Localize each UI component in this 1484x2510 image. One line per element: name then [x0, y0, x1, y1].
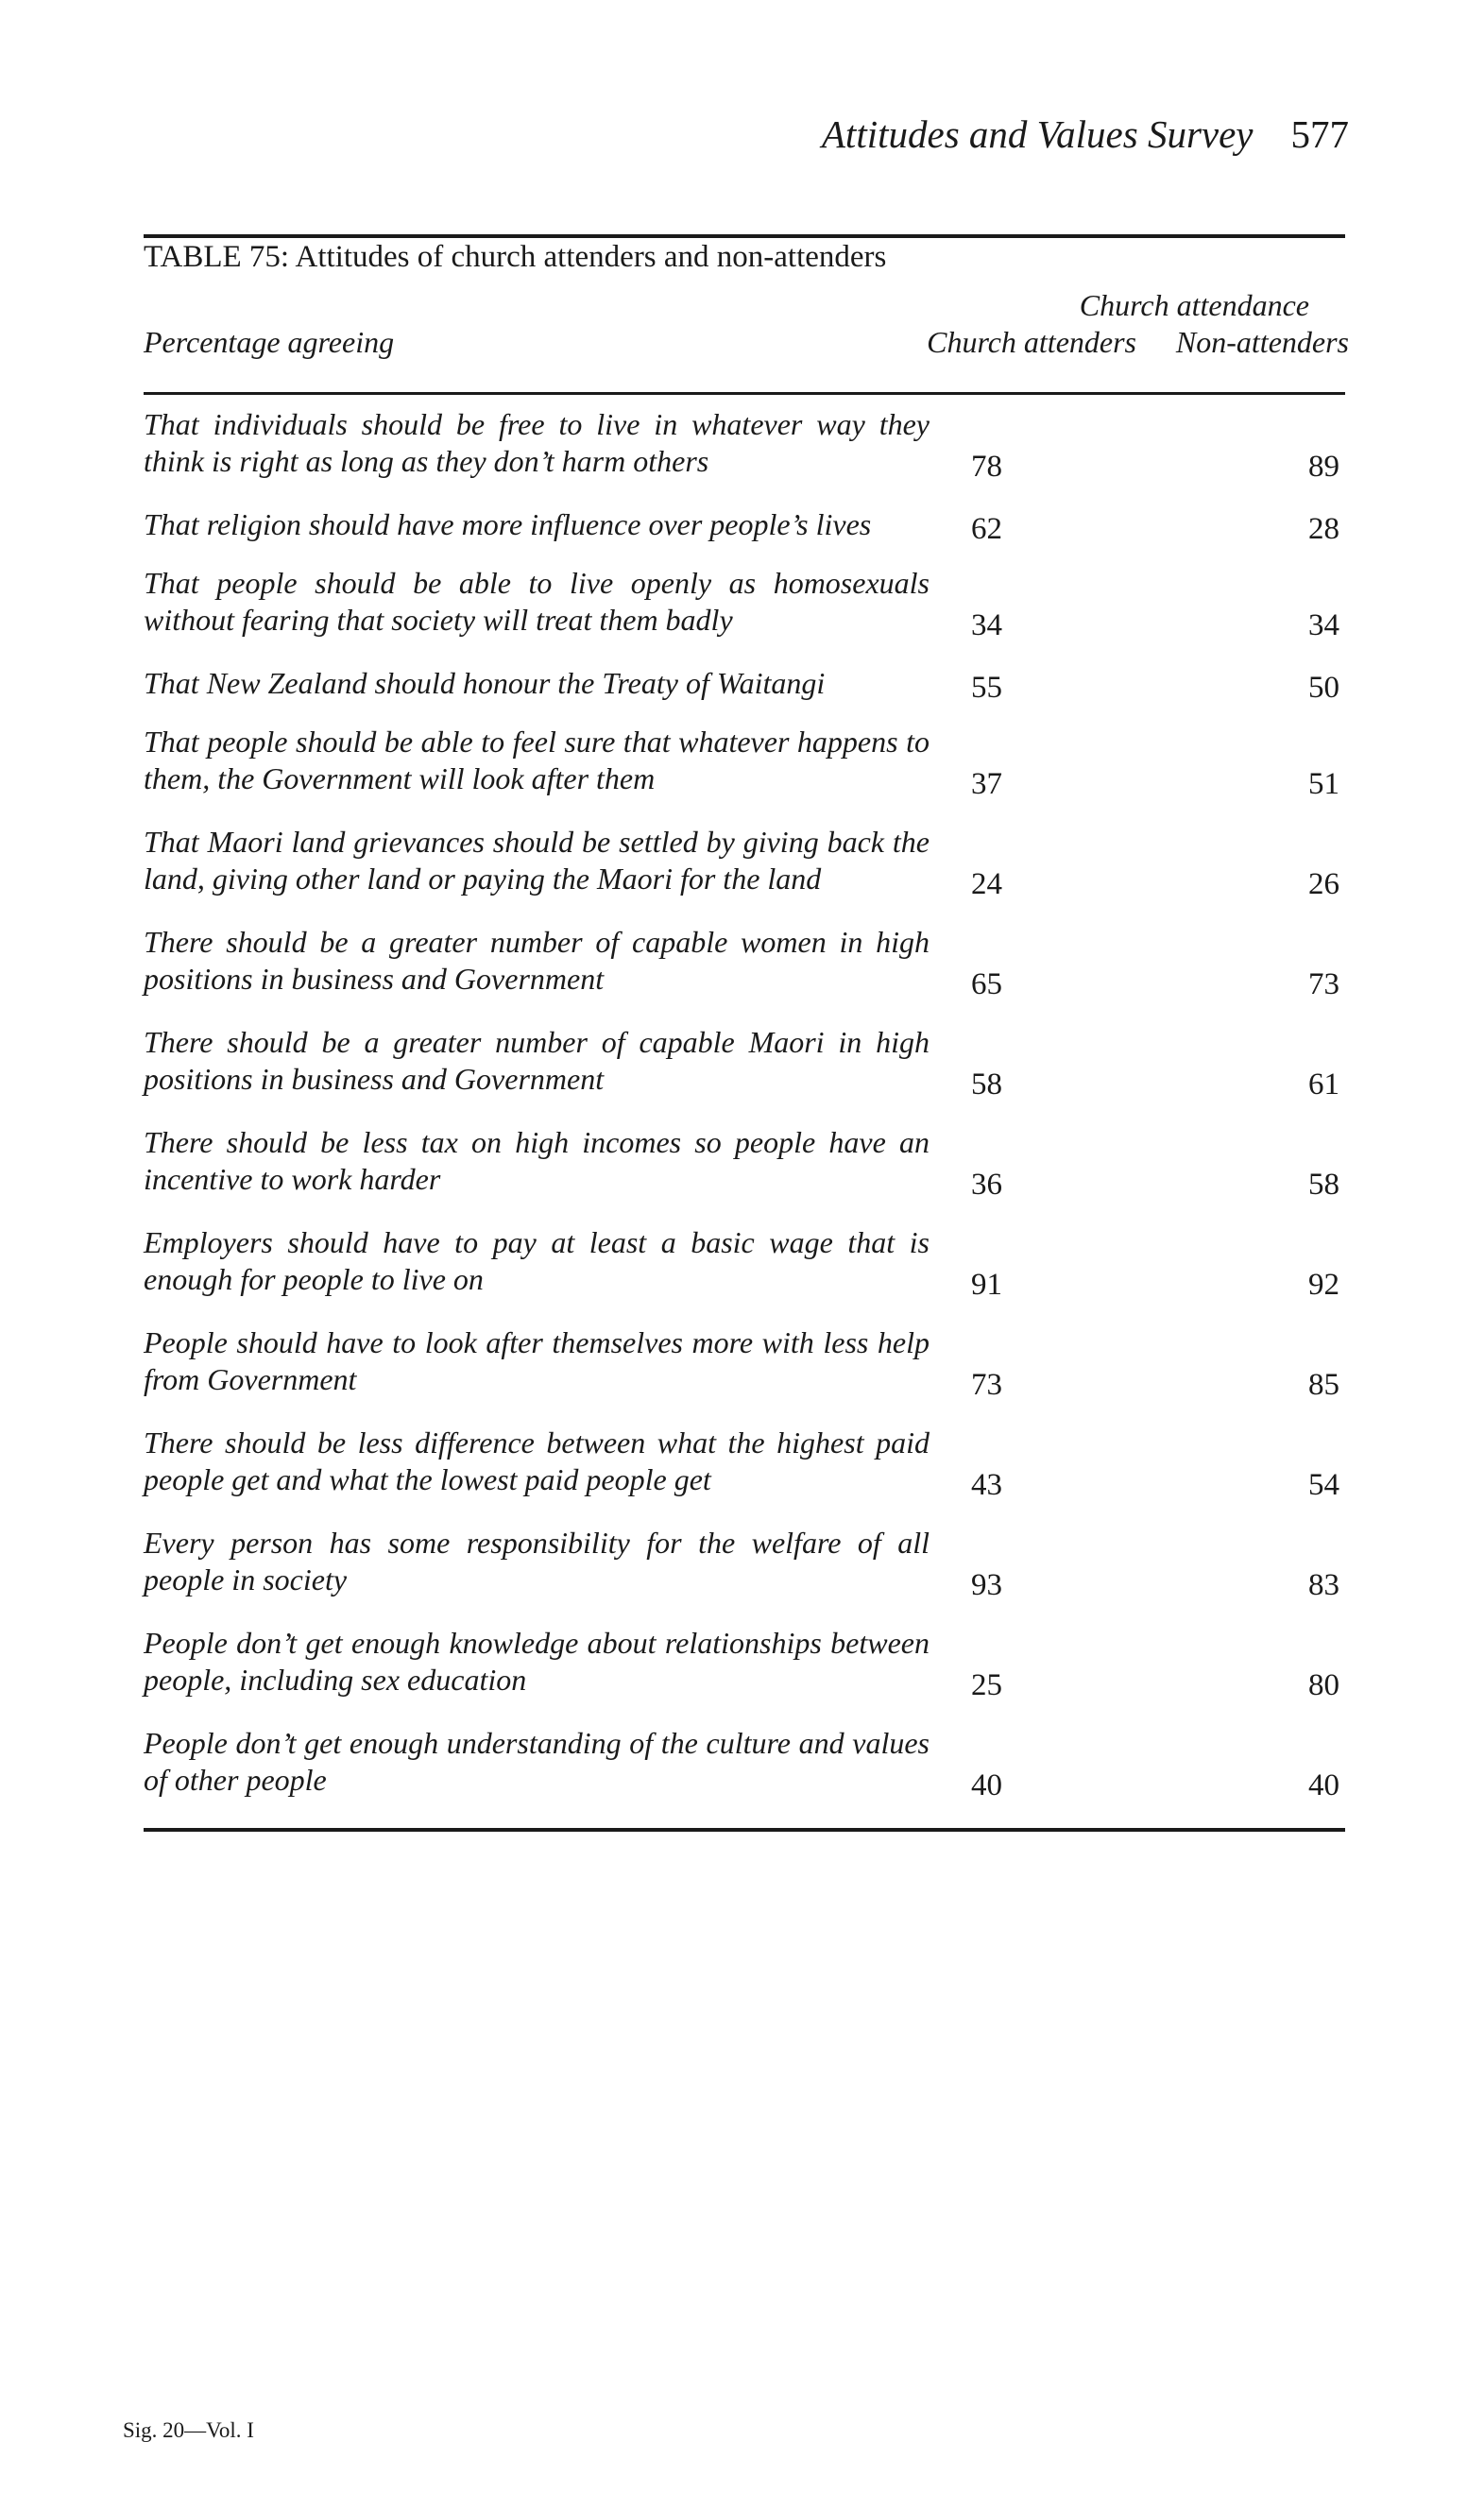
non-attenders-value: 54 [1308, 1468, 1339, 1502]
attenders-value: 62 [971, 512, 1002, 546]
table-body [144, 406, 1345, 1825]
statement-text: There should be a greater number of capable women in high positions in business and Government [144, 925, 930, 996]
attenders-value: 43 [971, 1468, 1002, 1502]
table-row [144, 1625, 1345, 1725]
non-attenders-value: 40 [1308, 1768, 1339, 1802]
table-row [144, 924, 1345, 1024]
table-row [144, 1324, 1345, 1425]
table-bottom-rule [144, 1828, 1345, 1832]
table-top-rule [144, 234, 1345, 238]
statement-text: That Maori land grievances should be settled by giving back the land, giving other land or paying the Maori for the land [144, 825, 930, 896]
non-attenders-value: 83 [1308, 1568, 1339, 1602]
page-number: 577 [1290, 112, 1349, 156]
statement-text: That New Zealand should honour the Treaty of Waitangi [144, 666, 826, 700]
table-row [144, 506, 1345, 565]
statement-text: Every person has some responsibility for the welfare of all people in society [144, 1526, 930, 1596]
attenders-value: 55 [971, 671, 1002, 705]
statement-text: There should be less tax on high incomes so people have an incentive to work harder [144, 1125, 930, 1196]
non-attenders-value: 51 [1308, 767, 1339, 801]
attenders-value: 36 [971, 1168, 1002, 1202]
non-attenders-value: 80 [1308, 1668, 1339, 1702]
statement-text: People don’t get enough understanding of the culture and values of other people [144, 1726, 930, 1797]
row-header: Percentage agreeing [144, 325, 395, 359]
table-title: TABLE 75: Attitudes of church attenders and non-attenders [144, 240, 887, 274]
statement-text: That individuals should be free to live in whatever way they think is right as long as they don’t harm others [144, 407, 930, 478]
statement-text: That religion should have more influence over people’s lives [144, 507, 872, 541]
statement-text: People should have to look after themselves more with less help from Government [144, 1325, 930, 1396]
table-row [144, 824, 1345, 924]
running-head-title: Attitudes and Values Survey [821, 112, 1254, 156]
statement-text: There should be less difference between what the highest paid people get and what the lowest paid people get [144, 1426, 930, 1496]
attenders-value: 93 [971, 1568, 1002, 1602]
non-attenders-value: 58 [1308, 1168, 1339, 1202]
attenders-value: 34 [971, 608, 1002, 642]
signature-mark: Sig. 20—Vol. I [123, 2418, 254, 2442]
non-attenders-value: 89 [1308, 450, 1339, 484]
statement-text: That people should be able to live openly as homosexuals without fearing that society will treat them badly [144, 566, 930, 637]
table-row [144, 1525, 1345, 1625]
statement-text: People don’t get enough knowledge about relationships between people, including sex education [144, 1626, 930, 1697]
table-row [144, 1224, 1345, 1324]
non-attenders-value: 92 [1308, 1268, 1339, 1302]
attenders-value: 73 [971, 1368, 1002, 1402]
attenders-value: 40 [971, 1768, 1002, 1802]
statement-text: That people should be able to feel sure that whatever happens to them, the Government will look after them [144, 725, 930, 795]
table-row [144, 1725, 1345, 1825]
table-header-rule [144, 392, 1345, 395]
attenders-value: 58 [971, 1067, 1002, 1101]
non-attenders-value: 26 [1308, 867, 1339, 901]
column-group-header: Church attendance [1079, 288, 1309, 322]
statement-text: Employers should have to pay at least a basic wage that is enough for people to live on [144, 1225, 930, 1296]
table-row [144, 565, 1345, 665]
statement-text: There should be a greater number of capable Maori in high positions in business and Government [144, 1025, 930, 1096]
attenders-value: 91 [971, 1268, 1002, 1302]
attenders-value: 78 [971, 450, 1002, 484]
non-attenders-value: 85 [1308, 1368, 1339, 1402]
table-row [144, 665, 1345, 724]
attenders-value: 24 [971, 867, 1002, 901]
non-attenders-value: 28 [1308, 512, 1339, 546]
attenders-value: 37 [971, 767, 1002, 801]
non-attenders-value: 50 [1308, 671, 1339, 705]
non-attenders-value: 61 [1308, 1067, 1339, 1101]
attenders-value: 25 [971, 1668, 1002, 1702]
table-row [144, 724, 1345, 824]
attenders-value: 65 [971, 967, 1002, 1001]
non-attenders-value: 34 [1308, 608, 1339, 642]
table-row [144, 1124, 1345, 1224]
column-header-attenders: Church attenders [927, 325, 1136, 359]
table-row [144, 1425, 1345, 1525]
table-row [144, 1024, 1345, 1124]
column-header-non-attenders: Non-attenders [1175, 325, 1349, 359]
running-head [822, 111, 1349, 157]
non-attenders-value: 73 [1308, 967, 1339, 1001]
table-row [144, 406, 1345, 506]
